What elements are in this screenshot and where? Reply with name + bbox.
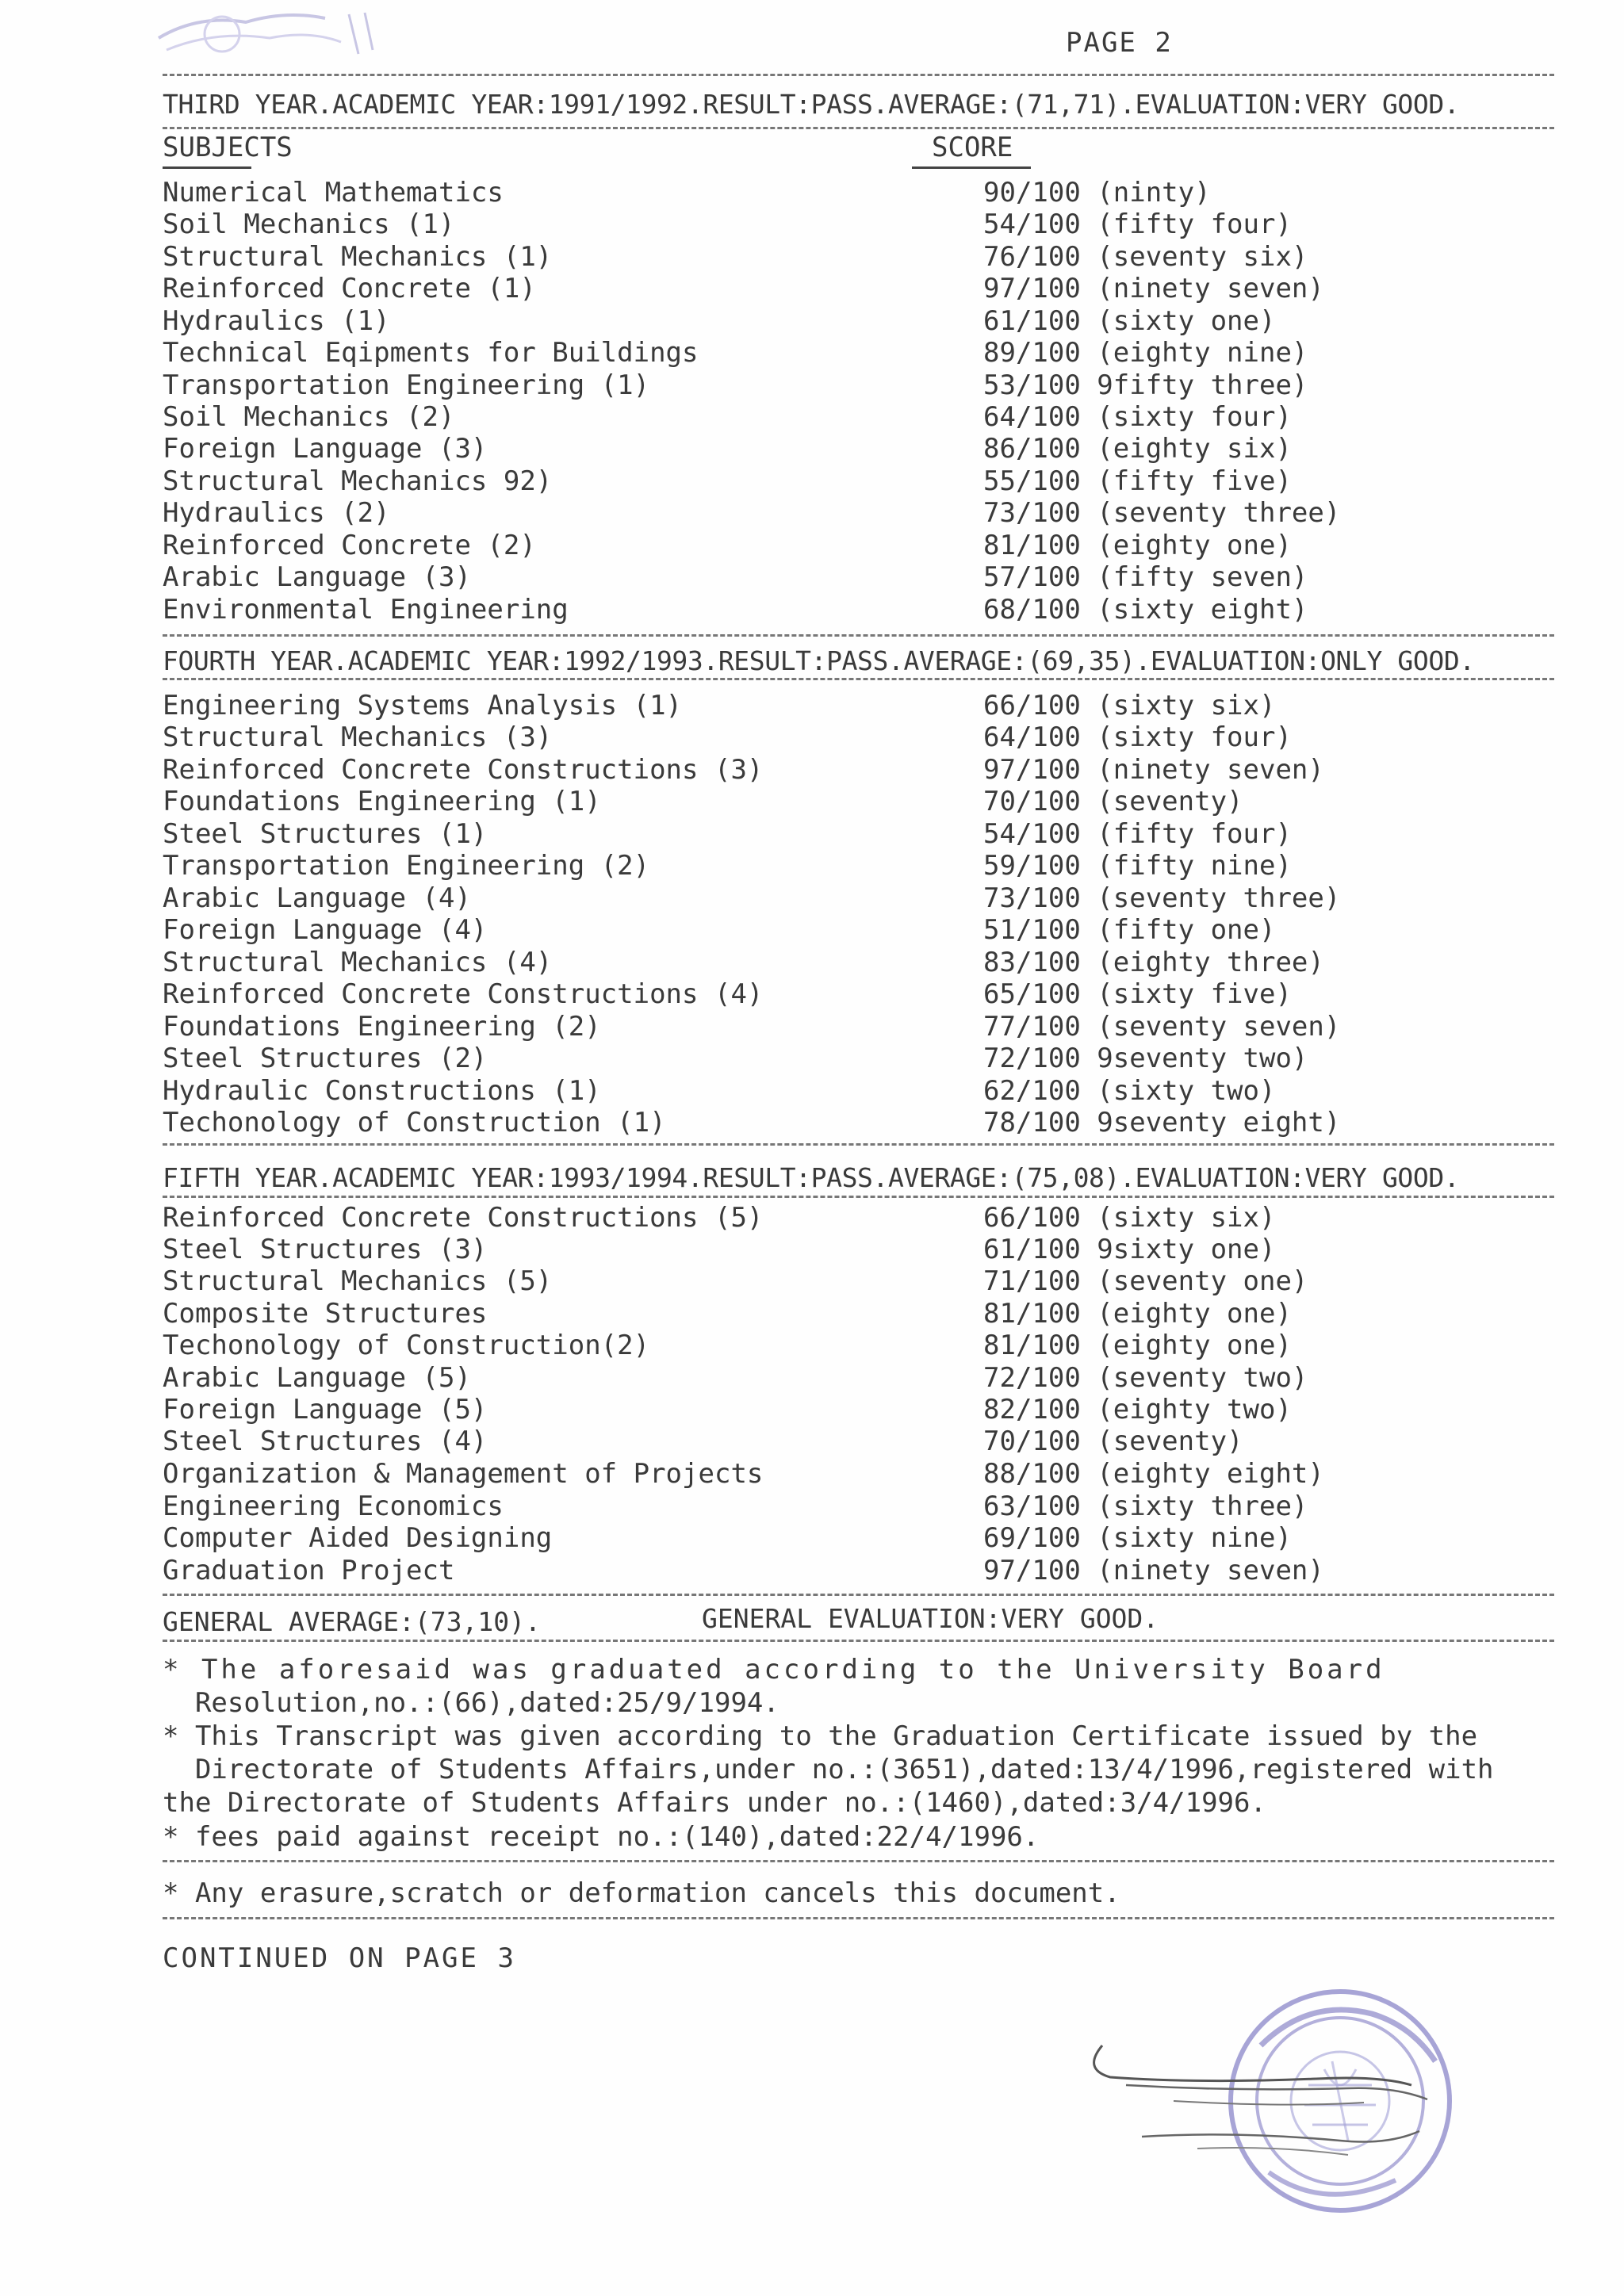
divider: [163, 1594, 1554, 1596]
subject-score: 78/100 9seventy eight): [983, 1107, 1341, 1138]
subject-name: Reinforced Concrete Constructions (5): [163, 1202, 764, 1234]
subject-name: Structural Mechanics 92): [163, 465, 553, 497]
subject-name: Arabic Language (4): [163, 882, 471, 914]
divider: [163, 1860, 1554, 1862]
subject-score: 70/100 (seventy): [983, 1425, 1243, 1457]
subject-score: 70/100 (seventy): [983, 786, 1243, 817]
subject-score: 90/100 (ninty): [983, 177, 1211, 209]
subject-score: 97/100 (ninety seven): [983, 1555, 1324, 1586]
subject-score: 73/100 (seventy three): [983, 497, 1341, 529]
subject-score: 76/100 (seventy six): [983, 241, 1308, 273]
divider: [163, 678, 1554, 680]
subject-score: 69/100 (sixty nine): [983, 1522, 1292, 1554]
subject-name: Technical Eqipments for Buildings: [163, 337, 699, 369]
subject-name: Foreign Language (4): [163, 914, 488, 946]
subject-name: Foundations Engineering (2): [163, 1011, 601, 1043]
subject-score: 65/100 (sixty five): [983, 978, 1292, 1010]
subject-score: 64/100 (sixty four): [983, 721, 1292, 753]
erasure-warning: * Any erasure,scratch or deformation cancels this document.: [163, 1877, 1120, 1909]
subject-name: Structural Mechanics (1): [163, 241, 553, 273]
subject-score: 81/100 (eighty one): [983, 530, 1292, 561]
subject-name: Engineering Systems Analysis (1): [163, 690, 683, 721]
subject-name: Arabic Language (5): [163, 1362, 471, 1394]
subject-score: 88/100 (eighty eight): [983, 1458, 1324, 1490]
subject-score: 71/100 (seventy one): [983, 1265, 1308, 1297]
note-line: Directorate of Students Affairs,under no.:(3651),dated:13/4/1996,registered with: [163, 1754, 1494, 1785]
subject-score: 77/100 (seventy seven): [983, 1011, 1341, 1043]
divider: [163, 1143, 1554, 1146]
subject-score: 54/100 (fifty four): [983, 818, 1292, 850]
subject-name: Engineering Economics: [163, 1490, 504, 1522]
subject-name: Hydraulics (2): [163, 497, 390, 529]
subject-name: Numerical Mathematics: [163, 177, 504, 209]
subject-score: 66/100 (sixty six): [983, 1202, 1276, 1234]
subject-name: Steel Structures (4): [163, 1425, 488, 1457]
subject-score: 62/100 (sixty two): [983, 1075, 1276, 1107]
subject-score: 57/100 (fifty seven): [983, 561, 1308, 593]
stamp-fragment-icon: [151, 6, 389, 62]
subject-name: Transportation Engineering (2): [163, 850, 650, 882]
divider: [163, 1917, 1554, 1919]
subject-name: Foreign Language (3): [163, 433, 488, 465]
note-line: * fees paid against receipt no.:(140),dated:22/4/1996.: [163, 1821, 1040, 1853]
subject-score: 51/100 (fifty one): [983, 914, 1276, 946]
subject-score: 54/100 (fifty four): [983, 209, 1292, 240]
subject-name: Composite Structures: [163, 1298, 488, 1330]
subject-score: 73/100 (seventy three): [983, 882, 1341, 914]
signature-icon: [1078, 2030, 1459, 2172]
subject-score: 97/100 (ninety seven): [983, 273, 1324, 304]
subject-name: Environmental Engineering: [163, 594, 569, 626]
subject-score: 61/100 (sixty one): [983, 305, 1276, 337]
subject-score: 59/100 (fifty nine): [983, 850, 1292, 882]
subject-score: 68/100 (sixty eight): [983, 594, 1308, 626]
continued-label: CONTINUED ON PAGE 3: [163, 1942, 516, 1974]
subject-name: Reinforced Concrete (2): [163, 530, 536, 561]
subject-score: 61/100 9sixty one): [983, 1234, 1276, 1265]
score-column-header: [932, 132, 1013, 163]
subject-name: Hydraulic Constructions (1): [163, 1075, 601, 1107]
subject-name: Computer Aided Designing: [163, 1522, 553, 1554]
subject-name: Reinforced Concrete (1): [163, 273, 536, 304]
subject-score: 72/100 (seventy two): [983, 1362, 1308, 1394]
subject-name: Foundations Engineering (1): [163, 786, 601, 817]
divider: [163, 634, 1554, 637]
subjects-column-label: SUBJECTS: [163, 132, 293, 163]
divider: [163, 127, 1554, 129]
score-underline: [912, 166, 1031, 169]
subject-score: 53/100 9fifty three): [983, 369, 1308, 401]
divider: [163, 1196, 1554, 1198]
subject-score: 72/100 9seventy two): [983, 1043, 1308, 1074]
subjects-underline: [163, 166, 251, 169]
subject-score: 64/100 (sixty four): [983, 401, 1292, 433]
subject-name: Foreign Language (5): [163, 1394, 488, 1425]
note-line: * The aforesaid was graduated according to the University Board: [163, 1654, 1385, 1686]
subject-name: Techonology of Construction (1): [163, 1107, 666, 1138]
subject-name: Graduation Project: [163, 1555, 455, 1586]
general-evaluation: GENERAL EVALUATION:VERY GOOD.: [702, 1603, 1159, 1634]
subject-name: Structural Mechanics (5): [163, 1265, 553, 1297]
subject-score: 89/100 (eighty nine): [983, 337, 1308, 369]
subject-name: Steel Structures (2): [163, 1043, 488, 1074]
subject-name: Soil Mechanics (1): [163, 209, 455, 240]
note-line: the Directorate of Students Affairs under no.:(1460),dated:3/4/1996.: [163, 1787, 1266, 1819]
subject-name: Organization & Management of Projects: [163, 1458, 764, 1490]
note-line: * This Transcript was given according to the Graduation Certificate issued by the: [163, 1720, 1478, 1752]
subjects-column-header: [163, 132, 293, 163]
divider: [163, 74, 1554, 76]
subject-score: 83/100 (eighty three): [983, 947, 1324, 978]
fourth-year-header: FOURTH YEAR.ACADEMIC YEAR:1992/1993.RESULT:PASS.AVERAGE:(69,35).EVALUATION:ONLY GOOD.: [163, 645, 1475, 676]
subject-name: Hydraulics (1): [163, 305, 390, 337]
subject-score: 63/100 (sixty three): [983, 1490, 1308, 1522]
divider: [163, 1640, 1554, 1642]
third-year-header: THIRD YEAR.ACADEMIC YEAR:1991/1992.RESULT:PASS.AVERAGE:(71,71).EVALUATION:VERY GOOD.: [163, 89, 1460, 120]
subject-score: 66/100 (sixty six): [983, 690, 1276, 721]
subject-score: 55/100 (fifty five): [983, 465, 1292, 497]
fifth-year-header: FIFTH YEAR.ACADEMIC YEAR:1993/1994.RESULT:PASS.AVERAGE:(75,08).EVALUATION:VERY GOOD.: [163, 1162, 1460, 1193]
subject-score: 81/100 (eighty one): [983, 1330, 1292, 1361]
subject-name: Structural Mechanics (3): [163, 721, 553, 753]
subject-score: 82/100 (eighty two): [983, 1394, 1292, 1425]
subject-name: Arabic Language (3): [163, 561, 471, 593]
subject-score: 86/100 (eighty six): [983, 433, 1292, 465]
subject-name: Transportation Engineering (1): [163, 369, 650, 401]
note-line: Resolution,no.:(66),dated:25/9/1994.: [163, 1687, 779, 1719]
subject-name: Steel Structures (3): [163, 1234, 488, 1265]
subject-score: 81/100 (eighty one): [983, 1298, 1292, 1330]
general-average: GENERAL AVERAGE:(73,10).: [163, 1606, 541, 1637]
subject-name: Reinforced Concrete Constructions (4): [163, 978, 764, 1010]
subject-name: Techonology of Construction(2): [163, 1330, 650, 1361]
subject-score: 97/100 (ninety seven): [983, 754, 1324, 786]
subject-name: Structural Mechanics (4): [163, 947, 553, 978]
page-number: PAGE 2: [1066, 27, 1173, 59]
subject-name: Reinforced Concrete Constructions (3): [163, 754, 764, 786]
subject-name: Soil Mechanics (2): [163, 401, 455, 433]
subject-name: Steel Structures (1): [163, 818, 488, 850]
score-column-label: SCORE: [932, 132, 1013, 163]
